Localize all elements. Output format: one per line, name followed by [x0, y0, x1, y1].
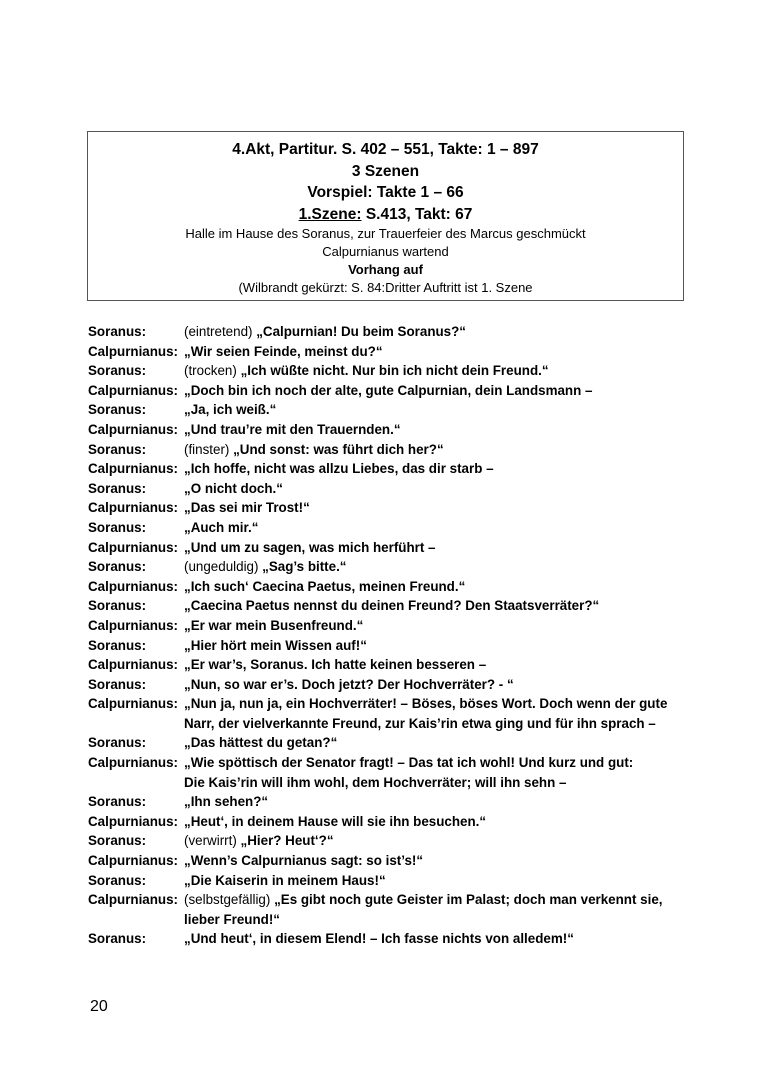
dialogue-line — [88, 420, 688, 440]
line-text — [184, 773, 688, 793]
speech: „Auch mir.“ — [184, 519, 259, 535]
speech: „Heut‘, in deinem Hause will sie ihn besuchen.“ — [184, 813, 487, 829]
dialogue-line — [88, 596, 688, 616]
line-text — [184, 577, 688, 597]
act-header-box — [87, 131, 684, 301]
line-text — [184, 655, 688, 675]
line-text — [184, 851, 688, 871]
speech: „Wie spöttisch der Senator fragt! – Das tat ich wohl! Und kurz und gut: — [184, 755, 634, 771]
line-text — [184, 557, 688, 577]
speech: „Caecina Paetus nennst du deinen Freund? Den Staatsverräter?“ — [184, 598, 600, 614]
line-text — [184, 361, 688, 381]
line-text — [184, 342, 688, 362]
speaker-name: Calpurnianus: — [88, 500, 179, 516]
dialogue-line — [88, 361, 688, 381]
speaker-name: Soranus: — [88, 676, 147, 692]
dialogue-line — [88, 498, 688, 518]
speaker-name: Soranus: — [88, 833, 147, 849]
speech: „Wenn’s Calpurnianus sagt: so ist’s!“ — [184, 853, 424, 869]
speech: „Die Kaiserin in meinem Haus!“ — [184, 872, 386, 888]
speech: „Wir seien Feinde, meinst du?“ — [184, 343, 383, 359]
speaker-name: Calpurnianus: — [88, 539, 179, 555]
speech: „Calpurnian! Du beim Soranus?“ — [256, 324, 467, 339]
scene-page-bar: S.413, Takt: 67 — [361, 205, 473, 223]
dialogue-line — [88, 871, 688, 891]
speaker-name: Soranus: — [88, 735, 147, 751]
speech: „Ja, ich weiß.“ — [184, 402, 277, 418]
line-text — [184, 381, 688, 401]
dialogue-line — [88, 440, 688, 460]
setting-description: Halle im Hause des Soranus, zur Trauerfeier des Marcus geschmückt — [185, 226, 586, 241]
dialogue-line — [88, 636, 688, 656]
speech: „Und trau’re mit den Trauernden.“ — [184, 421, 401, 437]
dialogue-line — [88, 694, 688, 714]
speech: „Doch bin ich noch der alte, gute Calpurnian, dein Landsmann – — [184, 382, 593, 398]
speech: „Ich wüßte nicht. Nur bin ich nicht dein Freund.“ — [240, 363, 549, 379]
line-text — [184, 753, 688, 773]
dialogue-line — [88, 773, 688, 793]
page-number: 20 — [90, 998, 108, 1015]
speaker-name: Soranus: — [88, 363, 147, 379]
dialogue-line — [88, 518, 688, 538]
line-text — [184, 636, 688, 656]
dialogue-line — [88, 459, 688, 479]
curtain-up: Vorhang auf — [348, 262, 423, 277]
dialogue-line — [88, 400, 688, 420]
stage-direction: (verwirrt) — [184, 833, 241, 849]
speech: lieber Freund!“ — [184, 911, 280, 927]
act-title: 4.Akt, Partitur. S. 402 – 551, Takte: 1 – 897 — [232, 141, 539, 158]
speaker-name — [88, 773, 184, 793]
speech: „Nun ja, nun ja, ein Hochverräter! – Böses, böses Wort. Doch wenn der gute — [184, 696, 668, 712]
speaker-name: Soranus: — [88, 441, 147, 457]
stage-direction: (ungeduldig) — [184, 559, 263, 575]
line-text — [184, 871, 688, 891]
line-text — [184, 792, 688, 812]
speech: „Das hättest du getan?“ — [184, 735, 338, 751]
prelude-info: Vorspiel: Takte 1 – 66 — [307, 184, 464, 201]
line-text — [184, 400, 688, 420]
line-text — [184, 538, 688, 558]
dialogue-line — [88, 557, 688, 577]
line-text — [184, 910, 688, 930]
stage-direction: (selbstgefällig) — [184, 892, 275, 908]
source-note: (Wilbrandt gekürzt: S. 84:Dritter Auftritt ist 1. Szene — [238, 280, 533, 295]
speech: Narr, der vielverkannte Freund, zur Kais’rin etwa ging und für ihn sprach – — [184, 715, 656, 731]
dialogue-line — [88, 753, 688, 773]
dialogue-line — [88, 577, 688, 597]
line-text — [184, 675, 688, 695]
speech: „Sag’s bitte.“ — [262, 559, 347, 575]
speaker-name: Soranus: — [88, 402, 147, 418]
scene-count: 3 Szenen — [351, 162, 420, 180]
speaker-name: Calpurnianus: — [88, 696, 179, 712]
speaker-name: Soranus: — [88, 324, 147, 339]
line-text — [184, 831, 688, 851]
dialogue-line — [88, 479, 688, 499]
dialogue-line — [88, 910, 688, 930]
speech: „Hier hört mein Wissen auf!“ — [184, 637, 367, 653]
dialogue-line — [88, 675, 688, 695]
speaker-name: Soranus: — [88, 480, 147, 496]
dialogue-line — [88, 342, 688, 362]
speech: „O nicht doch.“ — [184, 480, 283, 496]
line-text — [184, 459, 688, 479]
speech: Die Kais’rin will ihm wohl, dem Hochverräter; will ihn sehn – — [184, 774, 567, 790]
stage-direction: (finster) — [184, 441, 234, 457]
speech: „Er war mein Busenfreund.“ — [184, 617, 364, 633]
dialogue-line — [88, 890, 688, 910]
scene-info — [88, 204, 683, 226]
line-text — [184, 733, 688, 753]
speech: „Ich hoffe, nicht was allzu Liebes, das dir starb – — [184, 461, 494, 477]
speaker-name: Soranus: — [88, 519, 147, 535]
line-text — [184, 616, 688, 636]
dialogue-line — [88, 381, 688, 401]
speech: „Und sonst: was führt dich her?“ — [233, 441, 444, 457]
dialogue-text — [88, 322, 688, 949]
dialogue-line — [88, 655, 688, 675]
dialogue-line — [88, 831, 688, 851]
line-text — [184, 420, 688, 440]
speech: „Das sei mir Trost!“ — [184, 500, 310, 516]
line-text — [184, 694, 688, 714]
dialogue-line — [88, 812, 688, 832]
dialogue-line — [88, 733, 688, 753]
dialogue-line — [88, 851, 688, 871]
speaker-name: Soranus: — [88, 598, 147, 614]
speech: „Ihn sehen?“ — [184, 794, 269, 810]
character-on-stage: Calpurnianus wartend — [322, 244, 449, 259]
dialogue-line — [88, 714, 688, 734]
speech: „Ich such‘ Caecina Paetus, meinen Freund.“ — [184, 578, 466, 594]
speaker-name: Soranus: — [88, 637, 147, 653]
line-text — [184, 440, 688, 460]
line-text — [184, 596, 688, 616]
speaker-name: Calpurnianus: — [88, 343, 179, 359]
speaker-name — [88, 714, 184, 734]
speaker-name: Calpurnianus: — [88, 813, 179, 829]
line-text — [184, 812, 688, 832]
line-text — [184, 322, 688, 342]
speaker-name: Calpurnianus: — [88, 382, 179, 398]
speaker-name: Calpurnianus: — [88, 657, 179, 673]
speech: „Nun, so war er’s. Doch jetzt? Der Hochverräter? - “ — [184, 676, 514, 692]
line-text — [184, 890, 688, 910]
dialogue-line — [88, 792, 688, 812]
dialogue-line — [88, 322, 688, 342]
speech: „Er war’s, Soranus. Ich hatte keinen besseren – — [184, 657, 487, 673]
line-text — [184, 479, 688, 499]
speaker-name: Calpurnianus: — [88, 421, 179, 437]
speaker-name: Calpurnianus: — [88, 853, 179, 869]
speaker-name: Calpurnianus: — [88, 755, 179, 771]
line-text — [184, 929, 688, 949]
speaker-name — [88, 910, 184, 930]
line-text — [184, 714, 688, 734]
speaker-name: Calpurnianus: — [88, 578, 179, 594]
speaker-name: Soranus: — [88, 559, 147, 575]
speaker-name: Calpurnianus: — [88, 892, 179, 908]
dialogue-line — [88, 616, 688, 636]
dialogue-line — [88, 929, 688, 949]
dialogue-line — [88, 538, 688, 558]
speaker-name: Soranus: — [88, 931, 147, 947]
stage-direction: (eintretend) — [184, 324, 257, 339]
stage-direction: (trocken) — [184, 363, 241, 379]
speech: „Hier? Heut‘?“ — [240, 833, 334, 849]
speaker-name: Calpurnianus: — [88, 461, 179, 477]
line-text — [184, 518, 688, 538]
speech: „Und heut‘, in diesem Elend! – Ich fasse nichts von alledem!“ — [184, 931, 574, 947]
scene-label: 1.Szene: — [298, 205, 362, 223]
speech: „Und um zu sagen, was mich herführt – — [184, 539, 436, 555]
speaker-name: Calpurnianus: — [88, 617, 179, 633]
line-text — [184, 498, 688, 518]
speaker-name: Soranus: — [88, 794, 147, 810]
speech: „Es gibt noch gute Geister im Palast; doch man verkennt sie, — [274, 892, 663, 908]
speaker-name: Soranus: — [88, 872, 147, 888]
